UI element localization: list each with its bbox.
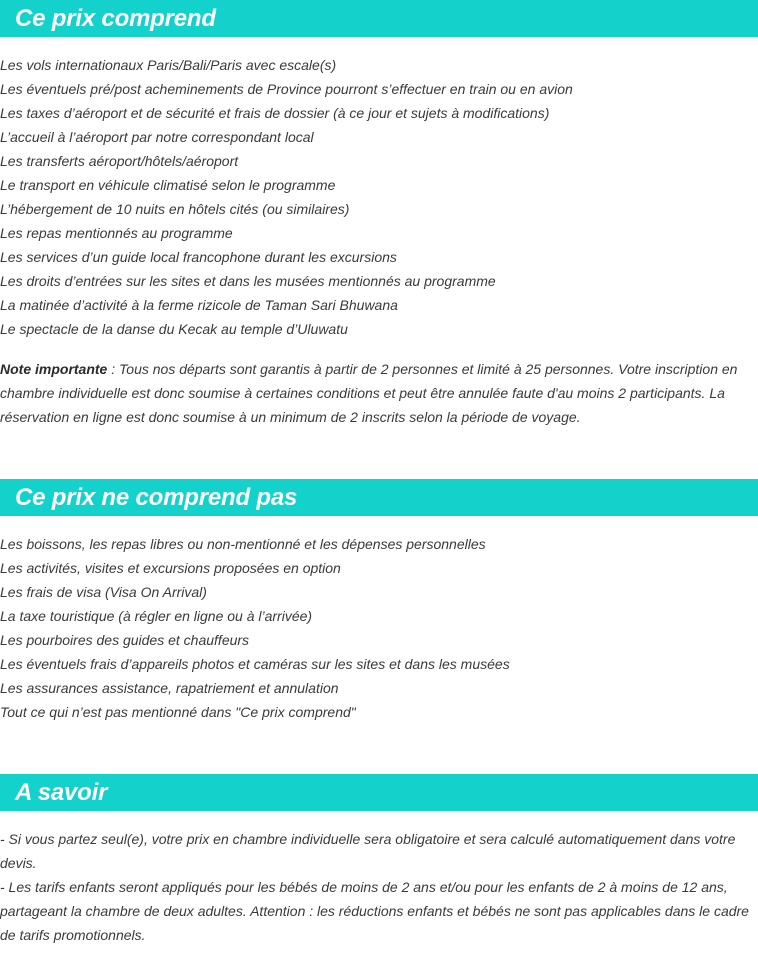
list-item: Les frais de visa (Visa On Arrival) (0, 584, 207, 600)
list-item: Les pourboires des guides et chauffeurs (0, 632, 250, 648)
list-item: Les vols internationaux Paris/Bali/Paris avec escale(s) (0, 57, 337, 73)
list-item: Les activités, visites et excursions proposées en option (0, 560, 341, 576)
info-paragraph-single-room: - Si vous partez seul(e), votre prix en chambre individuelle sera obligatoire et sera calculé automatiquement dans votre devis. (0, 831, 736, 871)
info-paragraph-child-rates: - Les tarifs enfants seront appliqués pour les bébés de moins de 2 ans et/ou pour les enfants de 2 à moins de 12 ans, partageant la chambre de deux adultes. Attention : les réductions enfants et bébés ne sont pas applicables dans le cadre de tarifs promotionnels. (0, 879, 749, 943)
info-section-header (0, 774, 758, 811)
list-item: La matinée d’activité à la ferme rizicole de Taman Sari Bhuwana (0, 297, 398, 313)
excluded-section-header (0, 479, 758, 516)
list-item: Les éventuels pré/post acheminements de Province pourront s’effectuer en train ou en avion (0, 81, 573, 97)
list-item: Les éventuels frais d’appareils photos et caméras sur les sites et dans les musées (0, 656, 510, 672)
important-note (0, 357, 752, 429)
list-item: L’hébergement de 10 nuits en hôtels cités (ou similaires) (0, 201, 350, 217)
list-item: Le transport en véhicule climatisé selon le programme (0, 177, 336, 193)
important-note-text: : Tous nos départs sont garantis à partir de 2 personnes et limité à 25 personnes. Votre inscription en chambre individuelle est donc soumise à certaines conditions et peut être annulée faute d'au moins 2 participants. La réservation en ligne est donc soumise à un minimum de 2 inscrits selon la période de voyage. (0, 361, 738, 425)
list-item: Les boissons, les repas libres ou non-mentionné et les dépenses personnelles (0, 536, 486, 552)
list-item: Les taxes d’aéroport et de sécurité et frais de dossier (à ce jour et sujets à modifications) (0, 105, 550, 121)
info-section-title: A savoir (15, 779, 108, 806)
list-item: Les transferts aéroport/hôtels/aéroport (0, 153, 239, 169)
list-item: Le spectacle de la danse du Kecak au temple d’Uluwatu (0, 321, 348, 337)
list-item: Les services d’un guide local francophone durant les excursions (0, 249, 397, 265)
included-section-header (0, 0, 758, 37)
list-item: Les repas mentionnés au programme (0, 225, 233, 241)
excluded-section-title: Ce prix ne comprend pas (15, 484, 298, 511)
list-item: Les assurances assistance, rapatriement et annulation (0, 680, 339, 696)
included-list (0, 53, 758, 341)
list-item: Tout ce qui n’est pas mentionné dans "Ce prix comprend" (0, 704, 356, 720)
excluded-list (0, 532, 758, 724)
list-item: La taxe touristique (à régler en ligne ou à l’arrivée) (0, 608, 313, 624)
list-item: Les droits d’entrées sur les sites et dans les musées mentionnés au programme (0, 273, 496, 289)
important-note-label: Note importante (0, 361, 108, 377)
included-section-title: Ce prix comprend (15, 5, 216, 32)
list-item: L’accueil à l’aéroport par notre correspondant local (0, 129, 314, 145)
